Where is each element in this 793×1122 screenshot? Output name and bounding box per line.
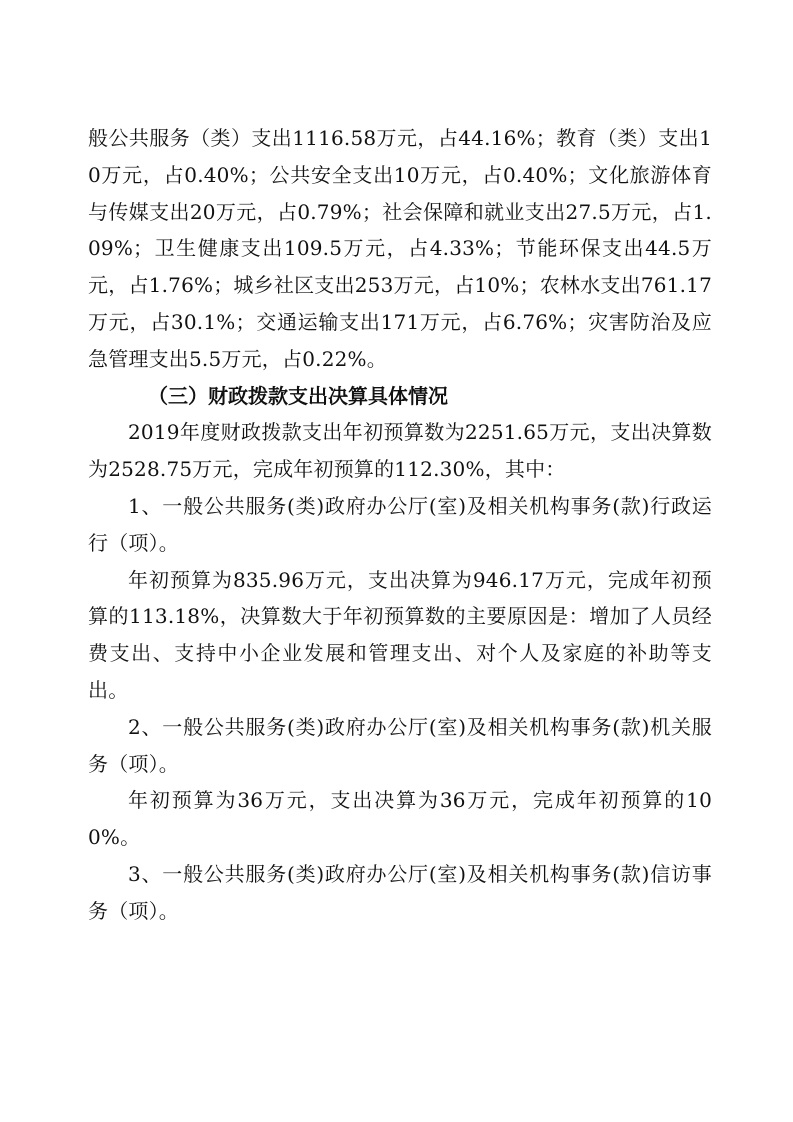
document-body xyxy=(88,120,712,930)
item-2-detail: 年初预算为36万元，支出决算为36万元，完成年初预算的100%。 xyxy=(88,788,712,850)
section-heading: （三）财政拨款支出决算具体情况 xyxy=(148,383,448,408)
paragraph-overview: 2019年度财政拨款支出年初预算数为2251.65万元，支出决算数为2528.75万元，完成年初预算的112.30%，其中： xyxy=(88,420,712,482)
paragraph-spending-by-category: 般公共服务（类）支出1116.58万元，占44.16%；教育（类）支出10万元，占0.40%；公共安全支出10万元，占0.40%；文化旅游体育与传媒支出20万元，占0.79%；社会保障和就业支出27.5万元，占1.09%；卫生健康支出109.5万元，占4.33%；节能环保支出44.5万元，占1.76%；城乡社区支出253万元，占10%；农林水支出761.17万元，占30.1%；交通运输支出171万元，占6.76%；灾害防治及应急管理支出5.5万元，占0.22%。 xyxy=(88,126,712,371)
item-1-title: 1、一般公共服务(类)政府办公厅(室)及相关机构事务(款)行政运行（项）。 xyxy=(88,493,712,555)
item-2-title: 2、一般公共服务(类)政府办公厅(室)及相关机构事务(款)机关服务（项）。 xyxy=(88,714,712,776)
item-3-title: 3、一般公共服务(类)政府办公厅(室)及相关机构事务(款)信访事务（项）。 xyxy=(88,861,712,923)
item-1-detail: 年初预算为835.96万元，支出决算为946.17万元，完成年初预算的113.18%，决算数大于年初预算数的主要原因是：增加了人员经费支出、支持中小企业发展和管理支出、对个人及家庭的补助等支出。 xyxy=(88,567,712,702)
